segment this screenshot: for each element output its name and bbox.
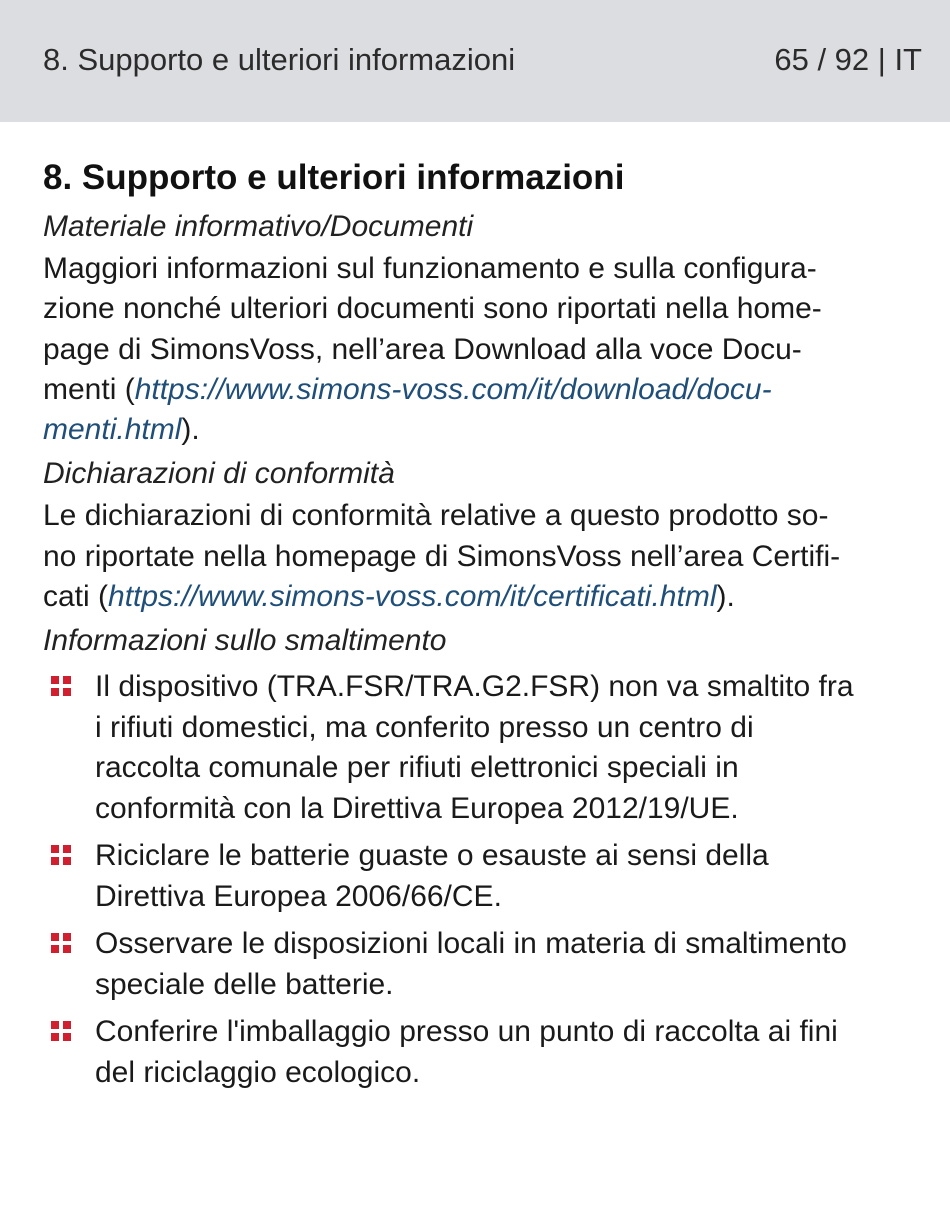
materials-heading: Materiale informativo/Documenti	[43, 210, 474, 243]
list-item-line: speciale delle batterie.	[95, 967, 394, 1001]
conformity-line-3	[43, 577, 923, 617]
materials-line-5-suffix: ).	[181, 413, 200, 447]
list-item-line: i rifiuti domestici, ma conferito presso un centro di	[95, 710, 754, 744]
materials-line-1: Maggiori informazioni sul funzionamento e sulla configura-	[43, 252, 817, 285]
materials-line-4	[43, 370, 923, 410]
conformity-line-3-suffix: ).	[716, 580, 735, 614]
download-documents-link-part-1[interactable]: https://www.simons-voss.com/it/download/docu-	[134, 372, 772, 406]
materials-line-4-prefix: menti (	[43, 372, 135, 406]
header-chapter-title: 8. Supporto e ulteriori informazioni	[43, 42, 516, 77]
certificates-link[interactable]: https://www.simons-voss.com/it/certificati.html	[108, 580, 717, 614]
disposal-list	[43, 667, 923, 1093]
list-item	[43, 667, 923, 829]
section-title: 8. Supporto e ulteriori informazioni	[43, 158, 625, 197]
page-indicator: 65 / 92 | IT	[774, 42, 922, 77]
list-item-line: Riciclare le batterie guaste o esauste ai sensi della	[95, 839, 769, 873]
red-square-bullet-icon	[51, 676, 71, 696]
conformity-heading: Dichiarazioni di conformità	[43, 457, 395, 491]
conformity-line-1: Le dichiarazioni di conformità relative a questo prodotto so-	[43, 499, 829, 533]
conformity-line-3-prefix: cati (	[43, 580, 109, 614]
materials-line-5	[43, 410, 923, 450]
red-square-bullet-icon	[51, 1021, 71, 1041]
list-item-line: conformità con la Direttiva Europea 2012/19/UE.	[95, 791, 739, 825]
list-item-line: Direttiva Europea 2006/66/CE.	[95, 879, 502, 913]
page-header	[0, 0, 950, 122]
list-item	[43, 1012, 923, 1093]
red-square-bullet-icon	[51, 845, 71, 865]
materials-line-3: page di SimonsVoss, nell’area Download alla voce Docu-	[43, 332, 802, 366]
conformity-line-2: no riportate nella homepage di SimonsVoss nell’area Certifi-	[43, 539, 841, 573]
list-item-line: Osservare le disposizioni locali in materia di smaltimento	[95, 927, 847, 961]
list-item-line: Il dispositivo (TRA.FSR/TRA.G2.FSR) non va smaltito fra	[95, 670, 854, 704]
list-item	[43, 836, 923, 917]
materials-paragraph	[43, 249, 923, 450]
materials-line-2: zione nonché ulteriori documenti sono riportati nella home-	[43, 292, 822, 326]
list-item-line: raccolta comunale per rifiuti elettronici speciali in	[95, 751, 739, 785]
list-item	[43, 924, 923, 1005]
disposal-heading: Informazioni sullo smaltimento	[43, 624, 447, 658]
list-item-line: Conferire l'imballaggio presso un punto di raccolta ai fini	[95, 1015, 838, 1049]
red-square-bullet-icon	[51, 933, 71, 953]
download-documents-link-part-2[interactable]: menti.html	[43, 413, 182, 447]
conformity-paragraph	[43, 496, 923, 617]
page-content	[43, 155, 923, 1100]
list-item-line: del riciclaggio ecologico.	[95, 1055, 421, 1089]
